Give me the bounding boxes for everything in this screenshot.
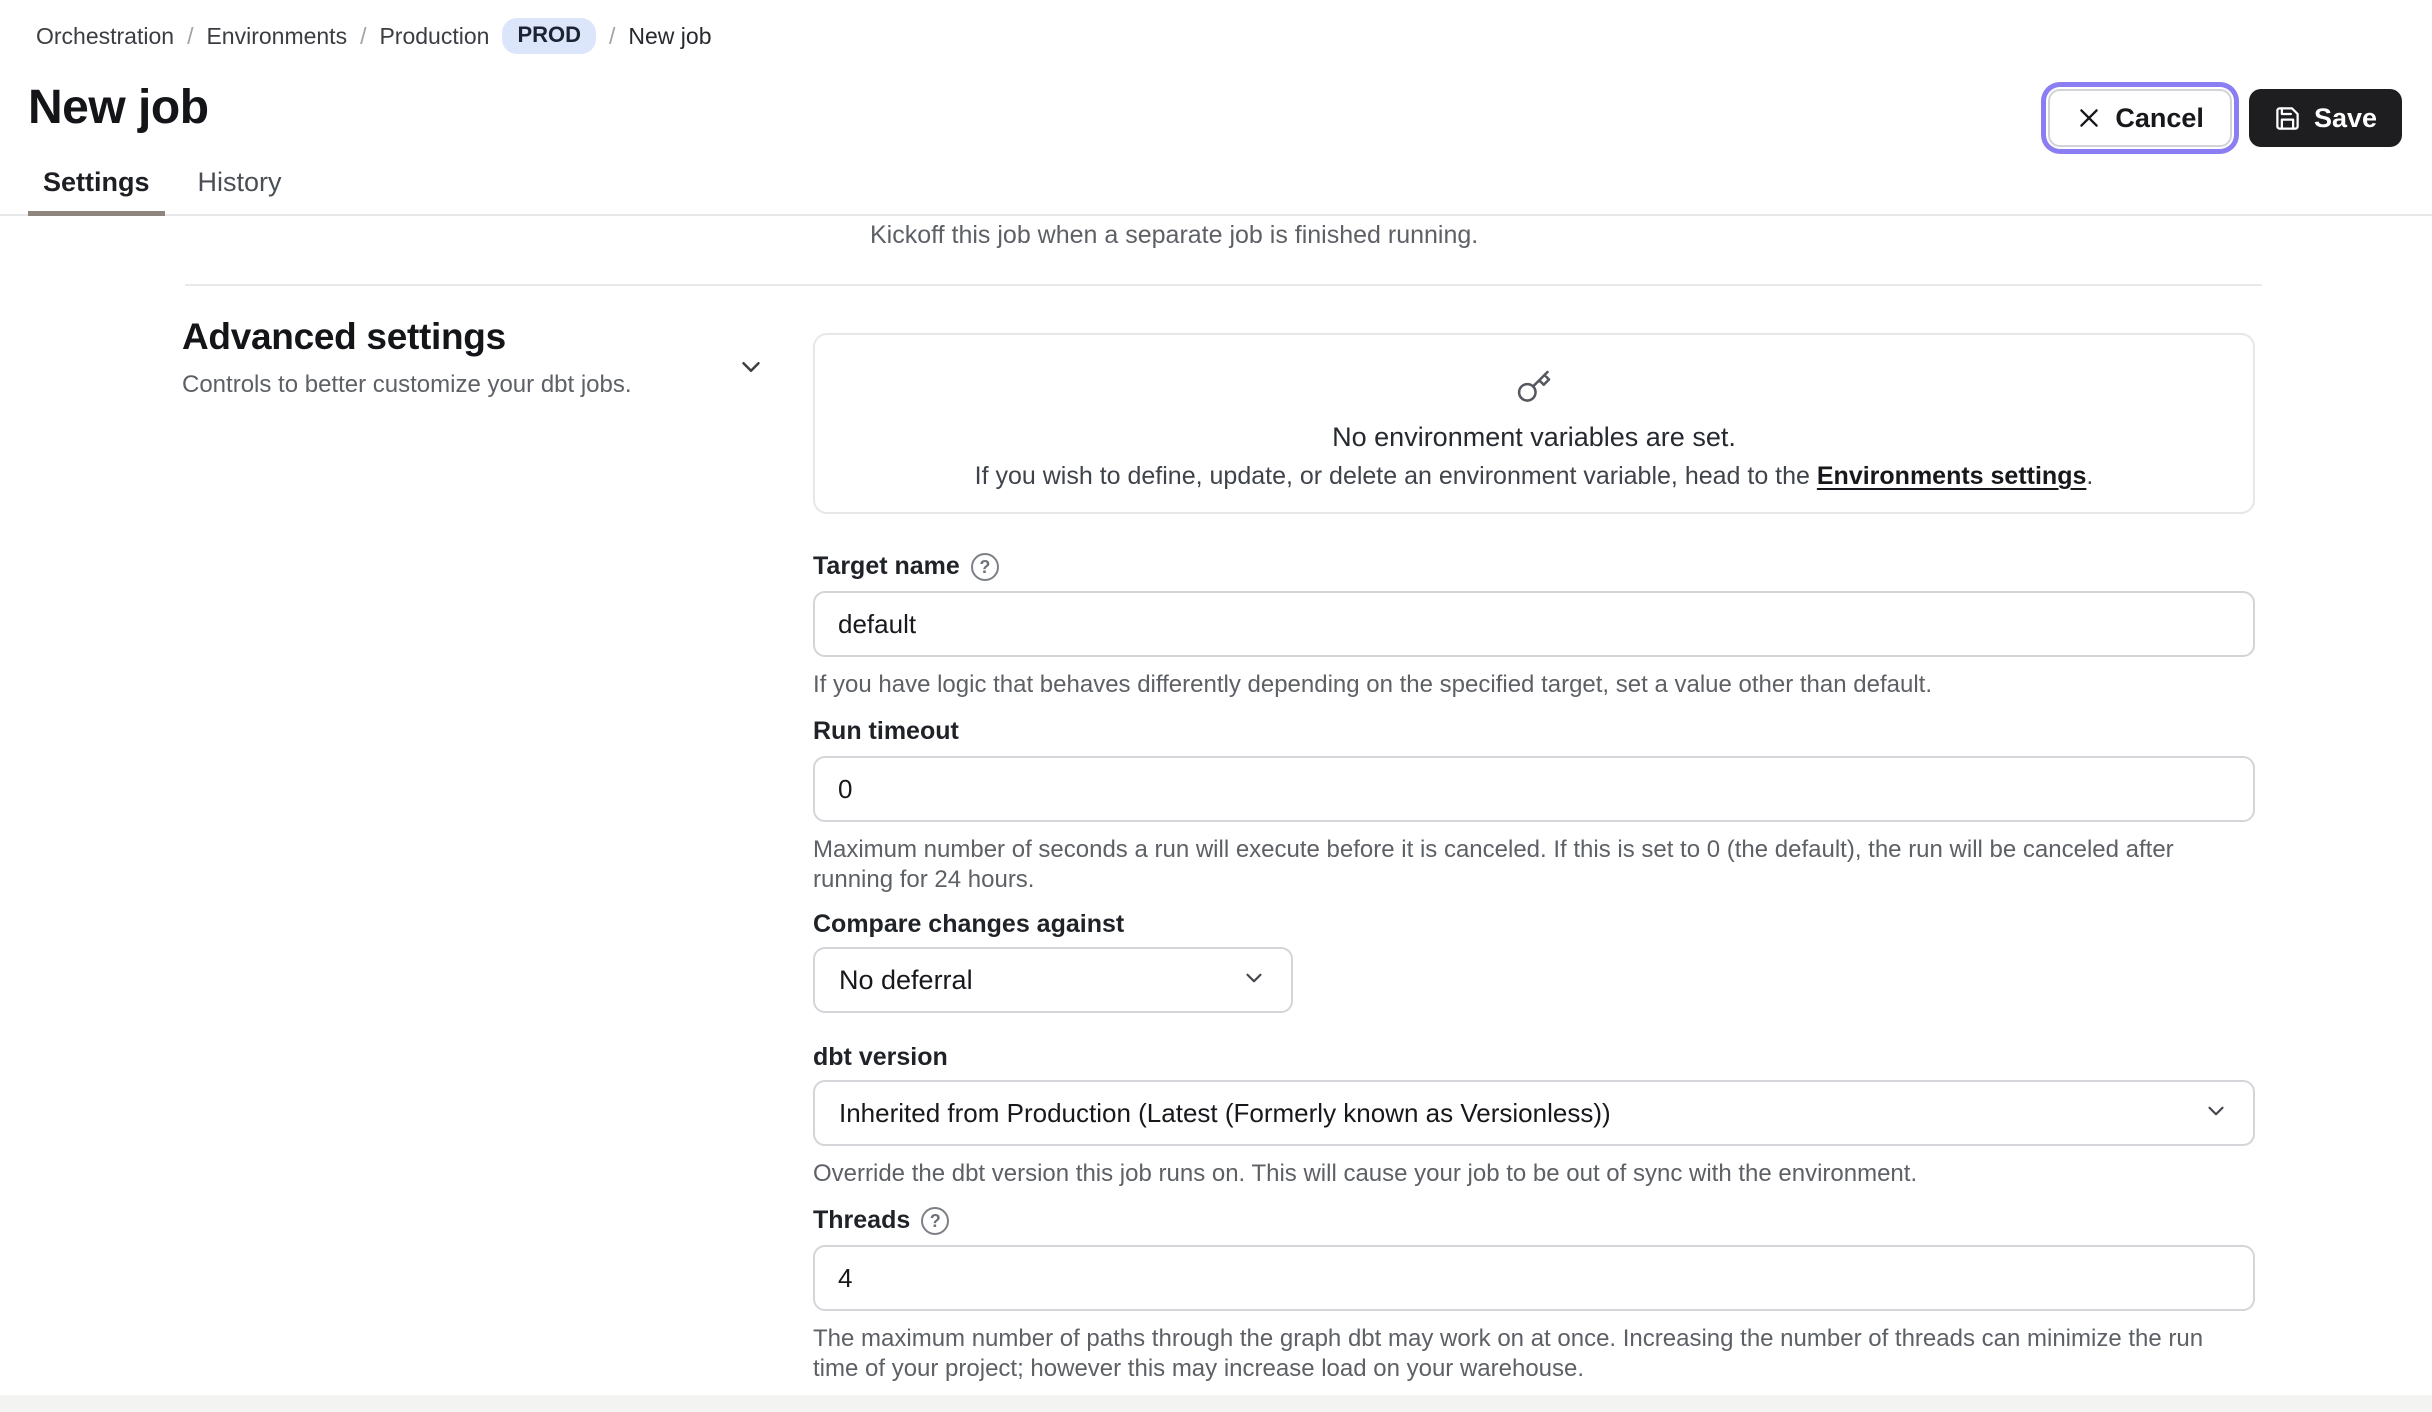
target-name-input[interactable] [813,591,2255,657]
breadcrumb-environments[interactable]: Environments [206,22,348,49]
kickoff-helper-text: Kickoff this job when a separate job is finished running. [870,221,1479,249]
breadcrumb-separator: / [360,22,367,49]
help-icon[interactable]: ? [921,1207,949,1235]
breadcrumb-separator: / [187,22,194,49]
advanced-settings-title: Advanced settings [182,316,506,357]
env-vars-body-prefix: If you wish to define, update, or delete an environment variable, head to the [974,462,1817,490]
dbt-version-select[interactable] [813,1080,2255,1146]
scroll-edge [0,1395,2432,1412]
compare-changes-select[interactable] [813,947,1293,1013]
env-vars-empty-state [813,333,2255,514]
section-divider [185,284,2262,286]
compare-changes-value: No deferral [839,964,973,995]
target-name-label: Target name [813,552,960,580]
threads-input[interactable] [813,1245,2255,1311]
chevron-down-icon [1241,965,1267,996]
cancel-button-label: Cancel [2115,102,2204,133]
run-timeout-input[interactable] [813,756,2255,822]
dbt-version-field [813,1043,2255,1189]
compare-changes-label: Compare changes against [813,910,1125,938]
advanced-settings-description: Controls to better customize your dbt jobs. [182,371,632,398]
env-vars-body-suffix: . [2086,462,2094,490]
advanced-settings-section-head [182,316,762,399]
dbt-version-helper: Override the dbt version this job runs on. This will cause your job to be out of sync with the environment. [813,1160,1918,1187]
breadcrumb-current: New job [628,22,712,49]
key-icon [1516,369,1552,410]
cancel-button[interactable] [2048,89,2232,147]
page-title: New job [28,81,209,134]
chevron-down-icon [2203,1098,2229,1129]
target-name-field [813,552,2255,700]
threads-label: Threads [813,1206,911,1234]
chevron-down-icon[interactable] [736,352,766,387]
save-button[interactable] [2249,89,2402,147]
tab-history[interactable]: History [197,167,282,197]
save-button-label: Save [2313,102,2377,133]
run-timeout-label: Run timeout [813,717,959,745]
header-actions [2048,89,2402,147]
compare-changes-field [813,910,2255,1013]
tab-bar [0,164,2432,216]
threads-field [813,1206,2255,1384]
prod-badge: PROD [502,18,596,54]
target-name-helper: If you have logic that behaves differently depending on the specified target, set a value other than default. [813,671,1932,698]
breadcrumb-production[interactable]: Production [379,22,490,49]
breadcrumb-separator: / [609,22,616,49]
env-vars-empty-title: No environment variables are set. [1332,422,1736,452]
tab-settings[interactable]: Settings [28,159,165,216]
dbt-version-label: dbt version [813,1043,948,1071]
dbt-version-value: Inherited from Production (Latest (Formerly known as Versionless)) [839,1097,1611,1128]
close-icon [2076,105,2102,131]
environments-settings-link[interactable]: Environments settings [1816,462,2087,490]
breadcrumb-orchestration[interactable]: Orchestration [36,22,175,49]
run-timeout-field [813,717,2255,895]
save-icon [2274,105,2301,132]
advanced-settings-form [813,333,2255,1384]
help-icon[interactable]: ? [971,553,999,581]
threads-helper: The maximum number of paths through the graph dbt may work on at once. Increasing the number of threads can minimize the run time of your project; however this may increase load on your warehouse. [813,1325,2204,1382]
env-vars-empty-body [815,462,2253,491]
run-timeout-helper: Maximum number of seconds a run will execute before it is canceled. If this is set to 0 (the default), the run will be canceled after running for 24 hours. [813,836,2174,893]
breadcrumb [36,18,712,54]
